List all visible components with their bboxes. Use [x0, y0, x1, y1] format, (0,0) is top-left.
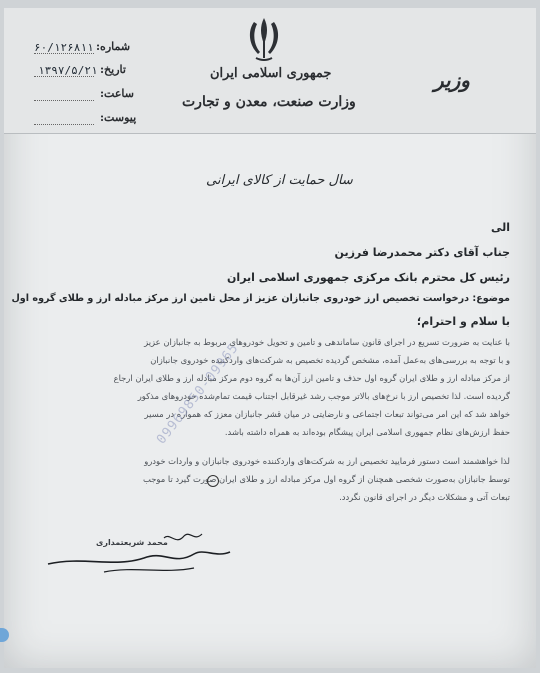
date-dotted-line — [34, 76, 94, 77]
country-name: جمهوری اسلامی ایران — [210, 66, 332, 81]
ink-circle-mark — [207, 475, 219, 487]
body-line: و با توجه به بررسی‌های به‌عمل آمده، مشخص گردیده تخصیص به شرکت‌های واردکننده خودروی جانبازان — [150, 355, 510, 365]
number-dotted-line — [34, 53, 94, 54]
recipient-title: رئیس کل محترم بانک مرکزی جمهوری اسلامی ایران — [227, 271, 510, 284]
body-line: حفظ ارزش‌های نظام جمهوری اسلامی ایران پیشگام بوده‌اند به همراه داشته باشد. — [224, 427, 510, 437]
body-line: خواهد شد که این امر می‌تواند تبعات اجتماعی و نارضایتی در میان قشر جانبازان معزز که همواره در مسیر — [144, 409, 510, 419]
ministry-name: وزارت صنعت، معدن و تجارت — [182, 94, 356, 110]
year-motto: سال حمایت از کالای ایرانی — [206, 173, 353, 188]
body-line: از مرکز مبادله ارز و طلای ایران گروه اول حذف و تامین ارز آن‌ها به گروه دوم مرکز مبادله ارز و طلای ایران ارجاع — [113, 373, 510, 383]
greeting: با سلام و احترام؛ — [416, 315, 510, 328]
time-dotted-line — [34, 100, 94, 101]
salutation: الی — [490, 221, 510, 234]
body-line: لذا خواهشمند است دستور فرمایید تخصیص ارز به شرکت‌های واردکننده خودروی جانبازان و واردات خودرو — [144, 456, 510, 466]
signature-icon — [44, 528, 234, 588]
attachment-dotted-line — [34, 124, 94, 125]
attachment-label: پیوست: — [100, 111, 137, 124]
body-line: تبعات آتی و مشکلات دیگر در اجرای قانون نگردد. — [339, 492, 510, 502]
body-line: گردیده است. لذا تخصیص ارز با نرخ‌های بالاتر موجب رشد غیرقابل اجتناب قیمت تمام‌شده خودروهای مذکور — [137, 391, 510, 401]
number-label: شماره: — [96, 40, 131, 53]
date-label: تاریخ: — [100, 63, 126, 76]
watermark: 09969850-09965 — [154, 340, 242, 448]
number-value: ۶۰/۱۲۶۸۱۱ — [34, 41, 94, 54]
date-value: ۱۳۹۷/۵/۲۱ — [38, 64, 98, 77]
letter-sheet — [4, 8, 536, 668]
subject-line: موضوع: درخواست تخصیص ارز خودروی جانبازان عزیز از محل تامین ارز مرکز مبادله ارز و طلای گروه اول — [11, 293, 510, 304]
body-line: توسط جانبازان به‌صورت شخصی همچنان از گروه اول مرکز مبادله ارز و طلای ایران صورت گیرد تا موجب — [143, 474, 510, 484]
signature-name: محمد شریعتمداری — [96, 538, 168, 547]
letterhead-divider — [4, 133, 536, 134]
body-line: با عنایت به ضرورت تسریع در اجرای قانون ساماندهی و تامین و تحویل خودروهای مربوط به جانبازان عزیز — [144, 337, 510, 347]
iran-emblem-icon — [240, 14, 288, 64]
recipient-name: جناب آقای دکتر محمدرضا فرزین — [334, 246, 510, 259]
minister-title: وزیر — [434, 68, 470, 92]
time-label: ساعت: — [100, 87, 134, 100]
